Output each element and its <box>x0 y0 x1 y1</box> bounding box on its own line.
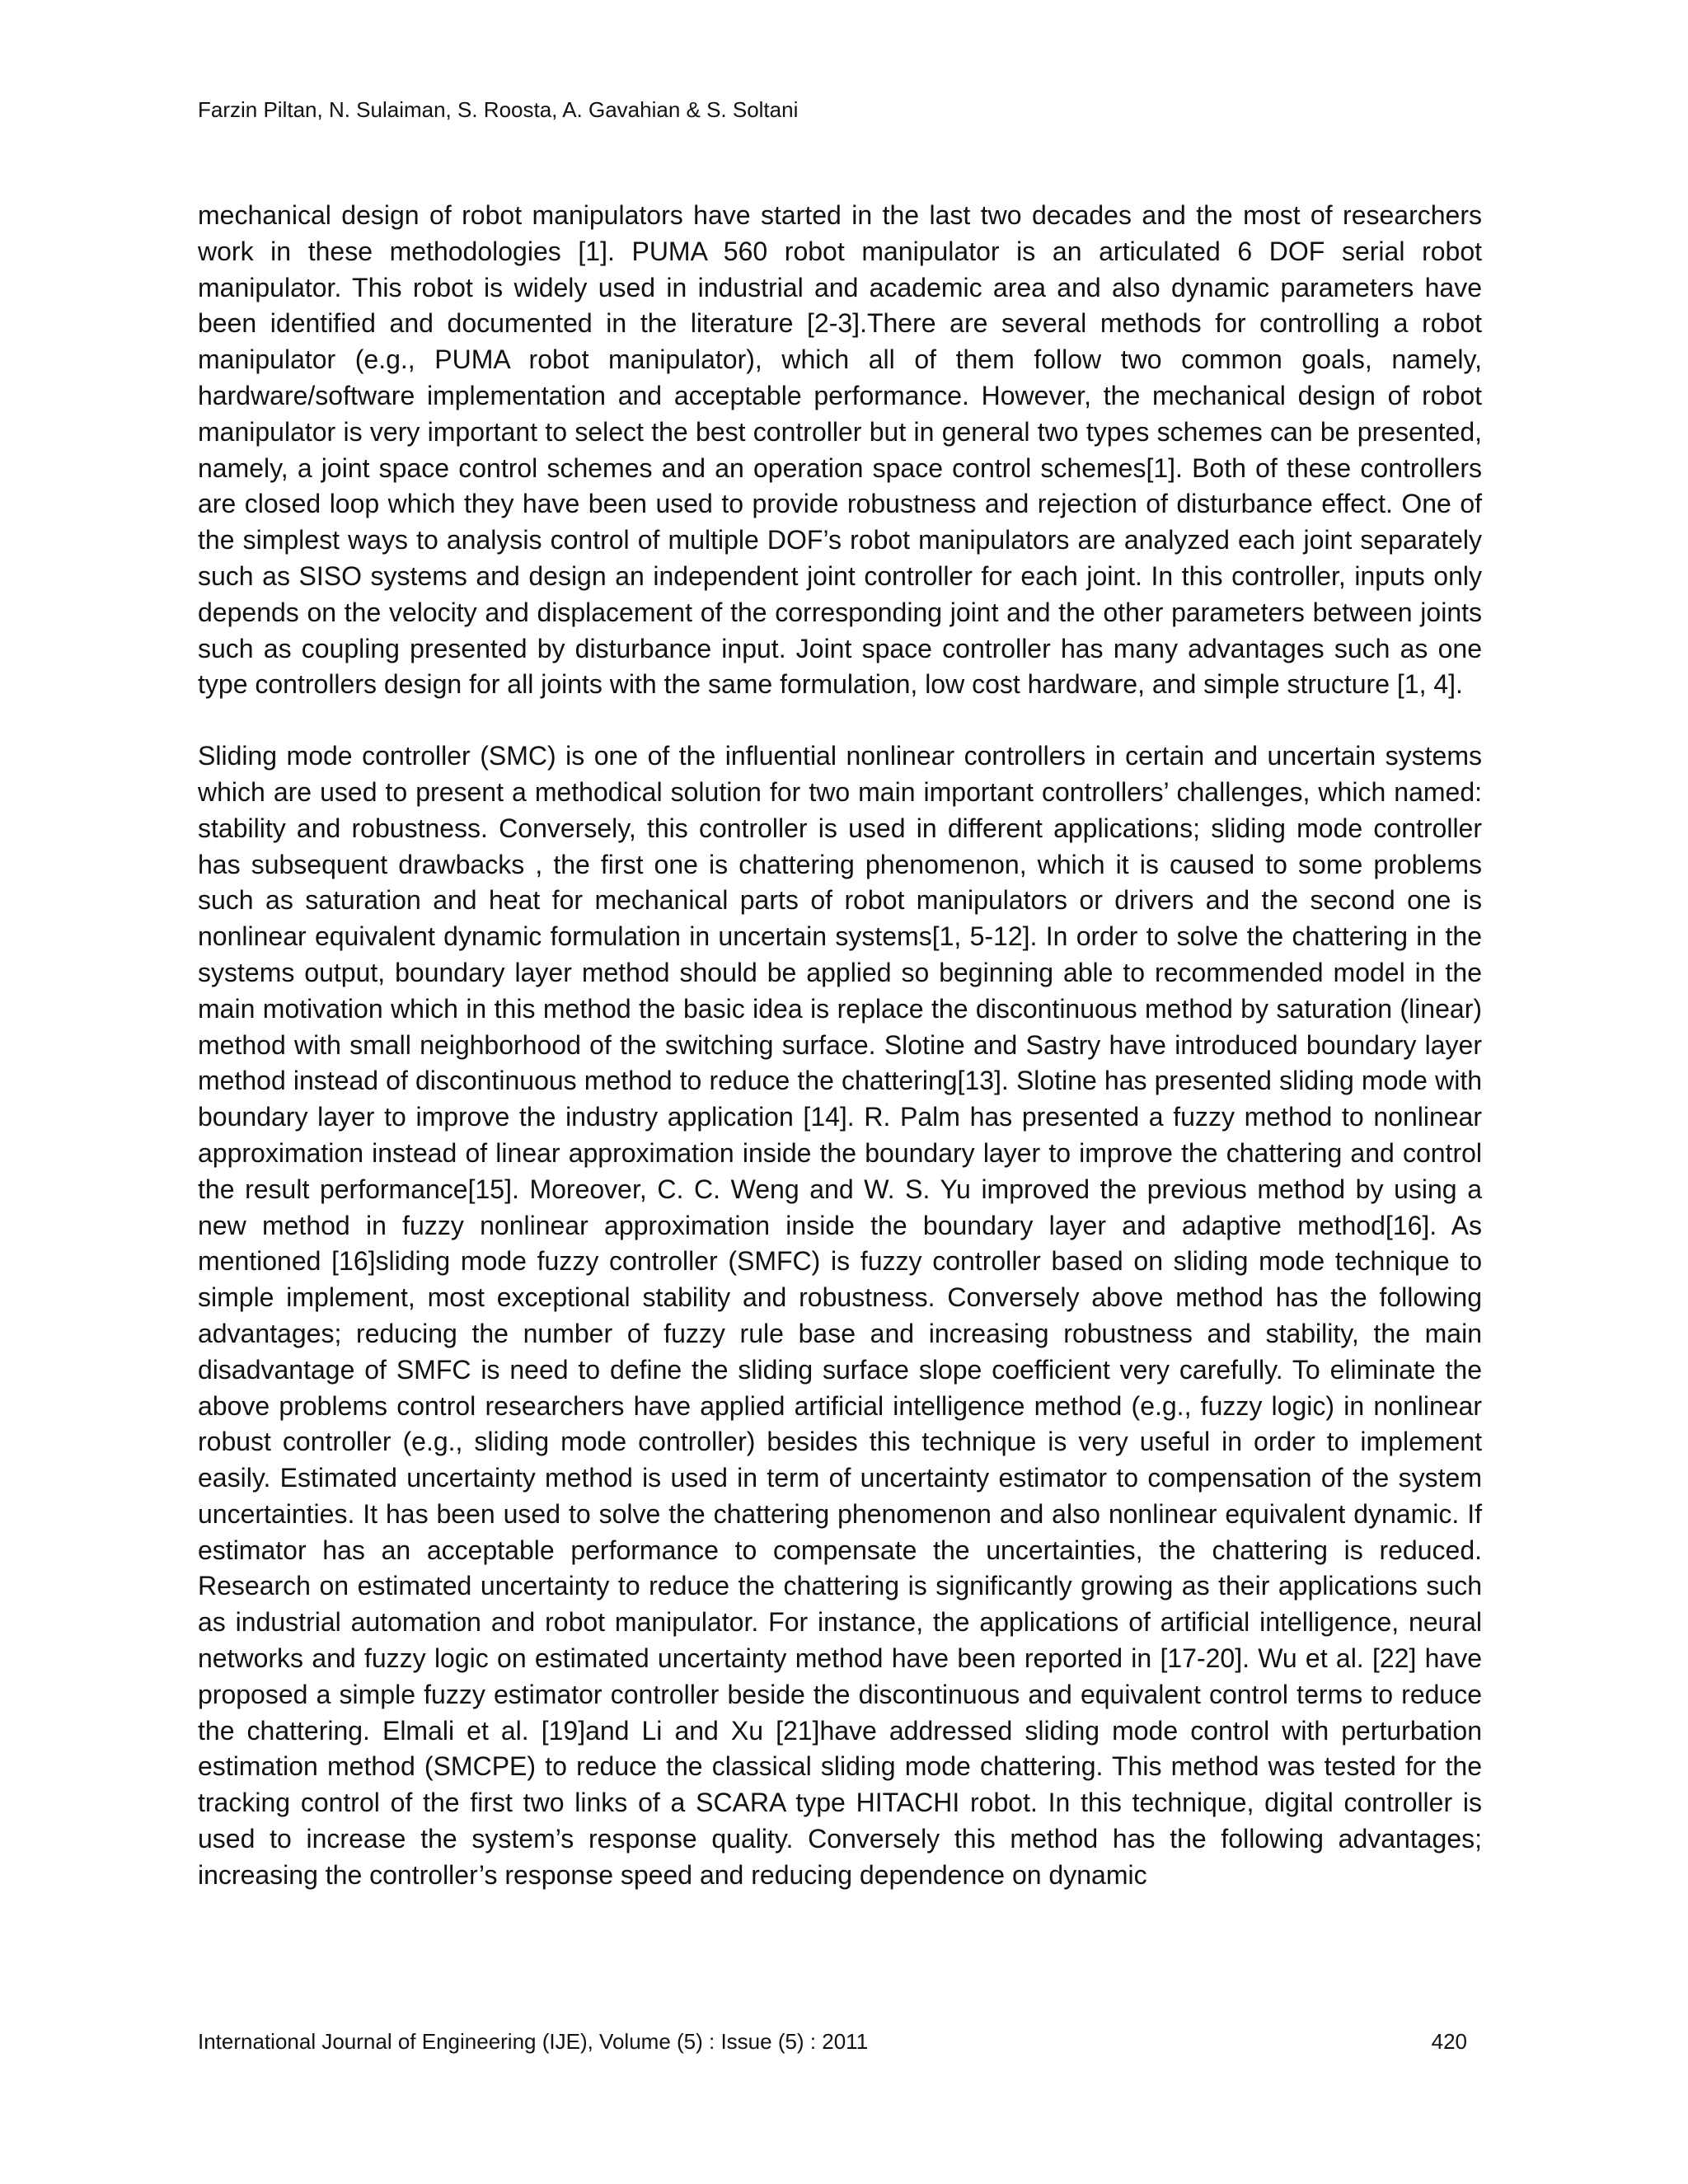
footer-page-number: 420 <box>1431 2029 1467 2054</box>
running-header-authors: Farzin Piltan, N. Sulaiman, S. Roosta, A. Gavahian & S. Soltani <box>198 97 799 122</box>
body-text <box>198 198 1482 1894</box>
paragraph-joint-space-control: mechanical design of robot manipulators have started in the last two decades and the most of researchers work in these methodologies [1]. PUMA 560 robot manipulator is an articulated 6 DOF serial robot manipulator. This robot is widely used in industrial and academic area and also dynamic parameters have been identified and documented in the literature [2-3].There are several methods for controlling a robot manipulator (e.g., PUMA robot manipulator), which all of them follow two common goals, namely, hardware/software implementation and acceptable performance. However, the mechanical design of robot manipulator is very important to select the best controller but in general two types schemes can be presented, namely, a joint space control schemes and an operation space control schemes[1]. Both of these controllers are closed loop which they have been used to provide robustness and rejection of disturbance effect. One of the simplest ways to analysis control of multiple DOF’s robot manipulators are analyzed each joint separately such as SISO systems and design an independent joint controller for each joint. In this controller, inputs only depends on the velocity and displacement of the corresponding joint and the other parameters between joints such as coupling presented by disturbance input. Joint space controller has many advantages such as one type controllers design for all joints with the same formulation, low cost hardware, and simple structure [1, 4]. <box>198 200 1482 700</box>
paragraph-sliding-mode-control: Sliding mode controller (SMC) is one of the influential nonlinear controllers in certain and uncertain systems which are used to present a methodical solution for two main important controllers’ challenges, which named: stability and robustness. Conversely, this controller is used in different applications; sliding mode controller has subsequent drawbacks , the first one is chattering phenomenon, which it is caused to some problems such as saturation and heat for mechanical parts of robot manipulators or drivers and the second one is nonlinear equivalent dynamic formulation in uncertain systems[1, 5-12]. In order to solve the chattering in the systems output, boundary layer method should be applied so beginning able to recommended model in the main motivation which in this method the basic idea is replace the discontinuous method by saturation (linear) method with small neighborhood of the switching surface. Slotine and Sastry have introduced boundary layer method instead of discontinuous method to reduce the chattering[13]. Slotine has presented sliding mode with boundary layer to improve the industry application [14]. R. Palm has presented a fuzzy method to nonlinear approximation instead of linear approximation inside the boundary layer to improve the chattering and control the result performance[15]. Moreover, C. C. Weng and W. S. Yu improved the previous method by using a new method in fuzzy nonlinear approximation inside the boundary layer and adaptive method[16]. As mentioned [16]sliding mode fuzzy controller (SMFC) is fuzzy controller based on sliding mode technique to simple implement, most exceptional stability and robustness. Conversely above method has the following advantages; reducing the number of fuzzy rule base and increasing robustness and stability, the main disadvantage of SMFC is need to define the sliding surface slope coefficient very carefully. To eliminate the above problems control researchers have applied artificial intelligence method (e.g., fuzzy logic) in nonlinear robust controller (e.g., sliding mode controller) besides this technique is very useful in order to implement easily. Estimated uncertainty method is used in term of uncertainty estimator to compensation of the system uncertainties. It has been used to solve the chattering phenomenon and also nonlinear equivalent dynamic. If estimator has an acceptable performance to compensate the uncertainties, the chattering is reduced. Research on estimated uncertainty to reduce the chattering is significantly growing as their applications such as industrial automation and robot manipulator. For instance, the applications of artificial intelligence, neural networks and fuzzy logic on estimated uncertainty method have been reported in [17-20]. Wu et al. [22] have proposed a simple fuzzy estimator controller beside the discontinuous and equivalent control terms to reduce the chattering. Elmali et al. [19]and Li and Xu [21]have addressed sliding mode control with perturbation estimation method (SMCPE) to reduce the classical sliding mode chattering. This method was tested for the tracking control of the first two links of a SCARA type HITACHI robot. In this technique, digital controller is used to increase the system’s response quality. Conversely this method has the following advantages; increasing the controller’s response speed and reducing dependence on dynamic <box>198 741 1482 1890</box>
footer-journal-citation: International Journal of Engineering (IJE), Volume (5) : Issue (5) : 2011 <box>198 2029 869 2054</box>
